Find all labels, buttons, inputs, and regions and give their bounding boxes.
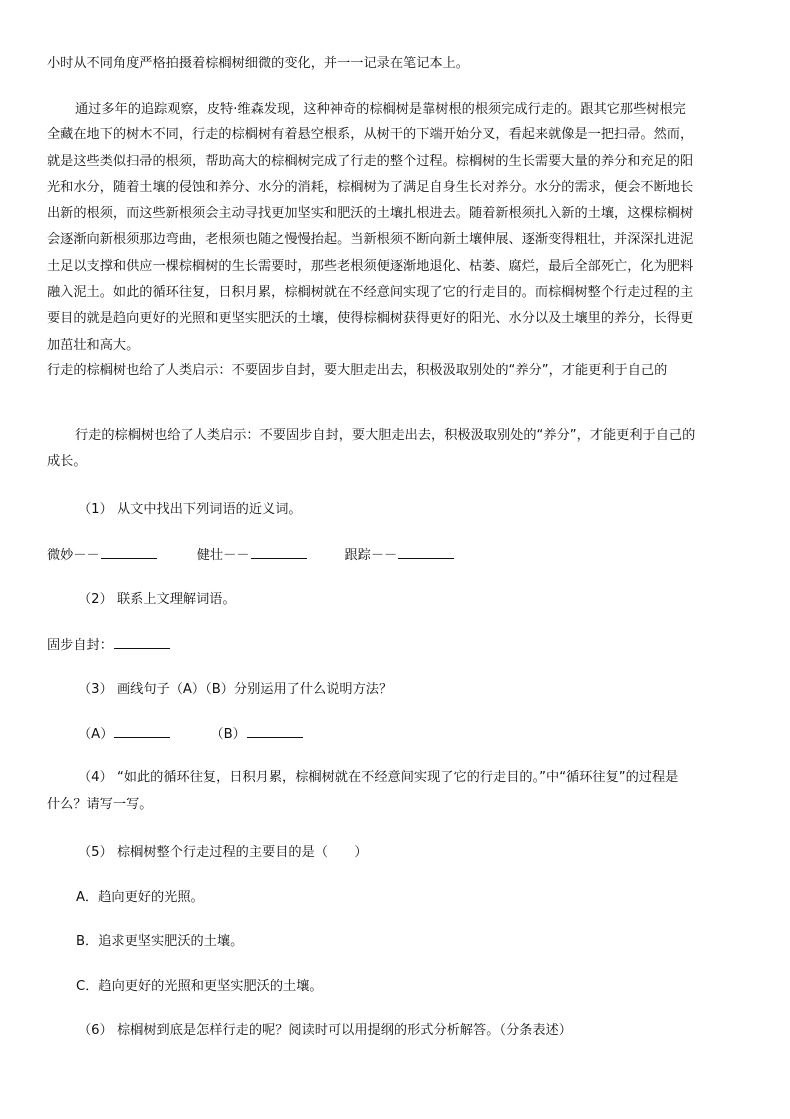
paragraph-line: 融入泥土。如此的循环往复，日积月累，棕榈树就在不经意间实现了它的行走目的。而棕榈树整个行走过程的主 [47, 285, 694, 300]
question-3-answers [78, 724, 783, 745]
paragraph-line: 通过多年的追踪观察，皮特·维森发现，这种神奇的棕榈树是靠树根的根须完成行走的。跟其它那些树根完 [75, 102, 686, 117]
question-1-answers [47, 545, 752, 566]
synonym-item-2: 健壮－－ [196, 548, 250, 563]
answer-blank-6[interactable] [247, 724, 303, 738]
option-a[interactable]: A．趋向更好的光照。 [76, 890, 204, 905]
paragraph-line: 全藏在地下的树木不同，行走的棕榈树有着悬空根系，从树干的下端开始分叉，看起来就像是一把扫帚。然而， [47, 127, 694, 142]
paragraph-line: 行走的棕榈树也给了人类启示：不要固步自封，要大胆走出去，积极汲取别处的“养分”，才能更利于自己的 [75, 428, 696, 443]
answer-blank-4[interactable] [114, 635, 170, 649]
question-6: （6） 棕榈树到底是怎样行走的呢？阅读时可以用提纲的形式分析解答。（分条表述） [78, 1023, 572, 1038]
paragraph-line: 会逐渐向新根须那边弯曲，老根须也随之慢慢抬起。当新根须不断向新土壤伸展、逐渐变得粗壮，并深深扎进泥 [47, 232, 694, 247]
synonym-item-3: 跟踪－－ [344, 548, 398, 563]
label-b: （B） [210, 727, 246, 742]
paragraph-line: 加茁壮和高大。 [47, 338, 140, 353]
answer-blank-5[interactable] [114, 724, 170, 738]
paragraph-line: 要目的就是趋向更好的光照和更坚实肥沃的土壤，使得棕榈树获得更好的阳光、水分以及土壤里的养分，长得更 [47, 311, 694, 326]
label-a: （A） [78, 727, 114, 742]
paragraph-line: 就是这些类似扫帚的根须，帮助高大的棕榈树完成了行走的整个过程。棕榈树的生长需要大量的养分和充足的阳 [47, 154, 694, 169]
paragraph-line: 小时从不同角度严格拍摄着棕榈树细微的变化，并一一记录在笔记本上。 [47, 56, 469, 71]
question-1: （1） 从文中找出下列词语的近义词。 [78, 502, 302, 517]
answer-blank-1[interactable] [101, 545, 157, 559]
paragraph-line: 行走的棕榈树也给了人类启示：不要固步自封，要大胆走出去，积极汲取别处的“养分”，才能更利于自己的 [47, 363, 668, 378]
option-b[interactable]: B．追求更坚实肥沃的土壤。 [76, 934, 244, 949]
paragraph-line: 土足以支撑和供应一棵棕榈树的生长需要时，那些老根须便逐渐地退化、枯萎、腐烂，最后全部死亡，化为肥料 [47, 259, 694, 274]
question-4-line-2: 什么？请写一写。 [47, 797, 153, 812]
term-label: 固步自封： [47, 638, 113, 653]
answer-blank-2[interactable] [251, 545, 307, 559]
question-3: （3） 画线句子（A）（B）分别运用了什么说明方法？ [78, 682, 393, 697]
paragraph-line: 出新的根须，而这些新根须会主动寻找更加坚实和肥沃的土壤扎根进去。随着新根须扎入新的土壤，这棵棕榈树 [47, 206, 694, 221]
option-c[interactable]: C．趋向更好的光照和更坚实肥沃的土壤。 [76, 979, 323, 994]
paragraph-line: 光和水分，随着土壤的侵蚀和养分、水分的消耗，棕榈树为了满足自身生长对养分。水分的需求，便会不断地长 [47, 180, 694, 195]
question-4-line-1: （4） “如此的循环往复，日积月累，棕榈树就在不经意间实现了它的行走目的。”中“循环往复”的过程是 [78, 770, 679, 785]
synonym-item-1: 微妙－－ [47, 548, 100, 563]
question-2-answer [47, 635, 752, 656]
paragraph-line: 成长。 [47, 454, 87, 469]
answer-blank-3[interactable] [398, 545, 454, 559]
question-2: （2） 联系上文理解词语。 [78, 592, 236, 607]
question-5: （5） 棕榈树整个行走过程的主要目的是（ ） [78, 845, 368, 860]
